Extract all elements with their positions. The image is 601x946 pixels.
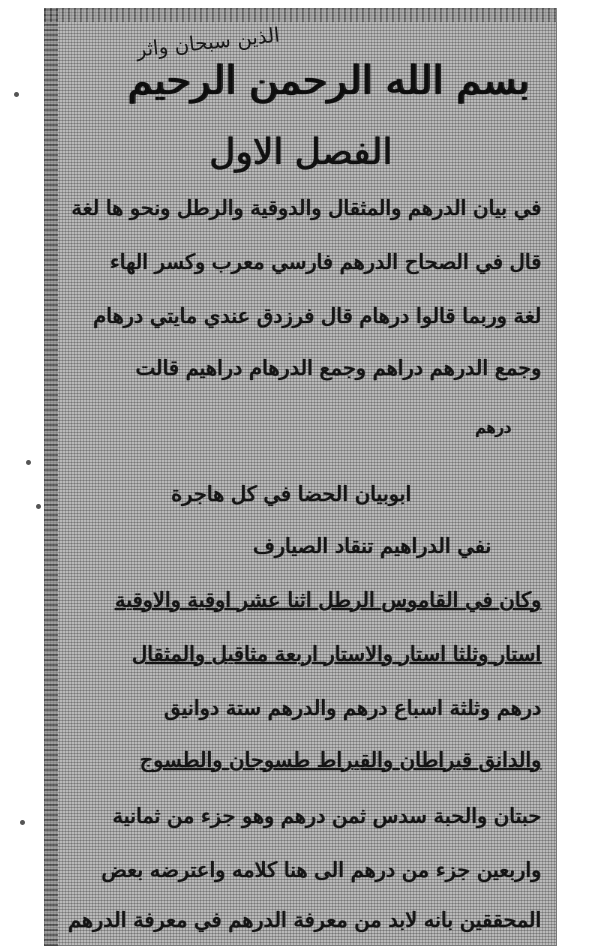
marginal-note: الذين سبحان واثر bbox=[135, 22, 281, 62]
text-line: ابوبيان الحضا في كل هاجرة bbox=[170, 482, 411, 506]
text-line: واربعين جزء من درهم الى هنا كلامه واعترضه بعض bbox=[101, 858, 541, 882]
page-edge-top bbox=[44, 8, 557, 22]
basmala-heading: بسم الله الرحمن الرحيم bbox=[126, 58, 529, 104]
text-line: وجمع الدرهم دراهم وجمع الدرهام دراهيم قالت bbox=[135, 356, 541, 380]
margin-speck bbox=[20, 820, 25, 825]
text-line: والدانق قيراطان والقيراط طسوجان والطسوج bbox=[139, 748, 541, 772]
chapter-title: الفصل الاول bbox=[208, 132, 393, 173]
text-line: في بيان الدرهم والمثقال والدوقية والرطل ونحو ها لغة bbox=[71, 196, 541, 220]
text-line: استار وثلثا استار والاستار اربعة مثاقيل والمثقال bbox=[131, 642, 541, 666]
text-line: نفي الدراهيم تنقاد الصيارف bbox=[252, 534, 491, 558]
text-line: المحققين بانه لابد من معرفة الدرهم في معرفة الدرهم bbox=[67, 908, 541, 932]
text-line: لغة وربما قالوا درهام قال فرزدق عندي مايتي درهام bbox=[92, 304, 541, 328]
margin-speck bbox=[14, 92, 19, 97]
text-line: درهم وثلثة اسباع درهم والدرهم ستة دوانيق bbox=[163, 696, 541, 720]
text-line: حبتان والحبة سدس ثمن درهم وهو جزء من ثمانية bbox=[112, 804, 541, 828]
text-line: قال في الصحاح الدرهم فارسي معرب وكسر الهاء bbox=[109, 250, 541, 274]
text-line: درهم bbox=[474, 418, 511, 438]
margin-speck bbox=[36, 504, 41, 509]
margin-speck bbox=[26, 460, 31, 465]
text-line: وكان في القاموس الرطل اثنا عشر اوقية والاوقية bbox=[114, 588, 541, 612]
